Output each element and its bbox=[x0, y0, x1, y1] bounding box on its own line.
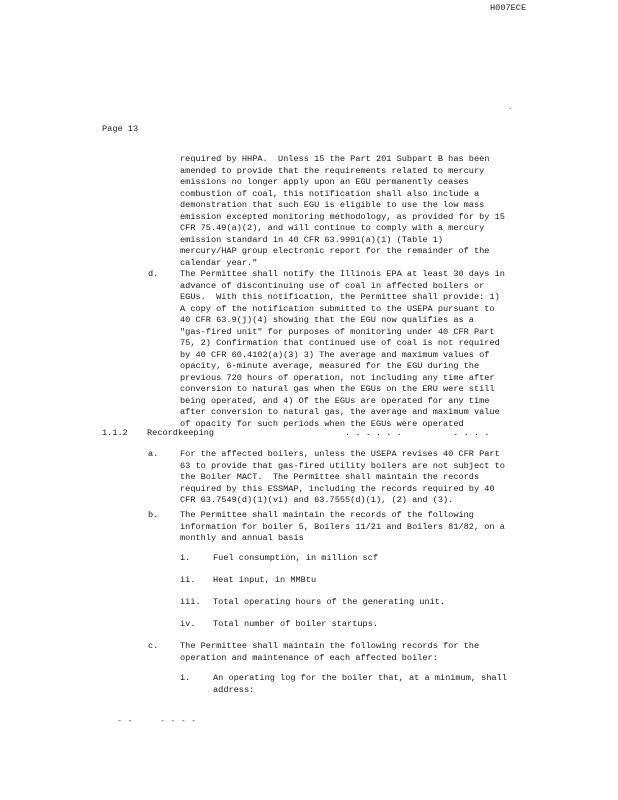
text-line: The Permittee shall maintain the following records for the bbox=[180, 641, 480, 651]
footer-mark-right: - - - - bbox=[160, 716, 197, 726]
item-a-paragraph bbox=[180, 449, 560, 507]
text-line: "gas-fired unit" for purposes of monitoring under 40 CFR Part bbox=[180, 326, 495, 337]
page-number: Page 13 bbox=[102, 124, 139, 134]
item-a-letter: a. bbox=[148, 449, 159, 459]
text-line: demonstration that such EGU is eligible to use the low mass bbox=[180, 200, 485, 210]
item-b-letter: b. bbox=[148, 510, 159, 520]
stray-mark: . bbox=[508, 104, 513, 112]
text-line: emission standard in 40 CFR 63.9991(a)(1) (Table 1) bbox=[180, 234, 444, 245]
text-line: For the affected boilers, unless the USEPA revises 40 CFR Part bbox=[180, 449, 500, 459]
text-line: after conversion to natural gas, the average and maximum value bbox=[180, 407, 500, 417]
text-line: of opacity for such periods when the EGUs were operated bbox=[180, 418, 464, 429]
text-line: combustion of coal, this notification shall also include a bbox=[180, 188, 480, 199]
subitem-text bbox=[213, 673, 563, 696]
subitem-number: iii. bbox=[180, 597, 201, 607]
text-line: required by HHPA. Unless 15 the Part 201 Subpart B has been bbox=[180, 154, 490, 164]
section-title: Recordkeeping bbox=[147, 428, 215, 438]
subitem-number: i. bbox=[180, 553, 191, 563]
text-line: information for boiler 5, Boilers 11/21 and Boilers 81/82, on a bbox=[180, 521, 505, 532]
text-line: emissions no longer apply upon an EGU permanently ceases bbox=[180, 177, 469, 187]
item-b-paragraph bbox=[180, 510, 560, 545]
subitem-text: Total operating hours of the generating unit. bbox=[213, 597, 446, 607]
text-line: amended to provide that the requirements related to mercury bbox=[180, 165, 485, 176]
text-line: The Permittee shall notify the Illinois EPA at least 30 days in bbox=[180, 269, 505, 279]
subitem-number: ii. bbox=[180, 575, 196, 585]
intro-paragraph bbox=[180, 154, 560, 269]
subitem-text: Fuel consumption, in million scf bbox=[213, 553, 379, 563]
section-dots: . . . . . . . . . . bbox=[345, 428, 490, 438]
text-line: operation and maintenance of each affected boiler: bbox=[180, 652, 438, 663]
text-line: opacity, 6-minute average, measured for the EGU during the bbox=[180, 361, 480, 371]
text-line: advance of discontinuing use of coal in affected boilers or bbox=[180, 280, 485, 291]
text-line: CFR 63.7549(d)(1)(vi) and 63.7555(d)(1), (2) and (3). bbox=[180, 495, 454, 505]
subitem-number: iv. bbox=[180, 619, 196, 629]
text-line: the Boiler MACT. The Permittee shall maintain the records bbox=[180, 472, 480, 482]
text-line: previous 720 hours of operation, not including any time after bbox=[180, 372, 495, 383]
text-line: The Permittee shall maintain the records of the following bbox=[180, 510, 474, 520]
text-line: being operated, and 4) Of the EGUs are operated for any time bbox=[180, 395, 490, 406]
subitem-text: Heat input, in MMBtu bbox=[213, 575, 317, 585]
document-id: H007ECE bbox=[490, 3, 527, 13]
text-line: required by this ESSMAP, including the records required by 40 bbox=[180, 483, 495, 494]
text-line: An operating log for the boiler that, at a minimum, shall bbox=[213, 673, 507, 683]
text-line: conversion to natural gas when the EGUs on the ERU were still bbox=[180, 384, 495, 394]
text-line: calendar year." bbox=[180, 257, 258, 268]
text-line: 40 CFR 63.9(j)(4) showing that the EGU now qualifies as a bbox=[180, 315, 474, 325]
text-line: A copy of the notification submitted to the USEPA pursuant to bbox=[180, 303, 495, 314]
text-line: 75, 2) Confirmation that continued use of coal is not required bbox=[180, 338, 500, 348]
section-number: 1.1.2 bbox=[102, 428, 128, 438]
text-line: emission excepted monitoring methodology, as provided for by 15 bbox=[180, 211, 505, 222]
text-line: CFR 75.49(a)(2), and will continue to comply with a mercury bbox=[180, 223, 485, 233]
item-c-letter: c. bbox=[148, 641, 159, 651]
text-line: mercury/HAP group electronic report for the remainder of the bbox=[180, 246, 490, 256]
item-d-letter: d. bbox=[148, 269, 159, 279]
item-c-paragraph bbox=[180, 641, 560, 664]
text-line: EGUs. With this notification, the Permittee shall provide: 1) bbox=[180, 292, 500, 302]
footer-mark-left: - - bbox=[117, 716, 133, 726]
subitem-text: Total number of boiler startups. bbox=[213, 619, 379, 629]
text-line: 63 to provide that gas-fired utility boilers are not subject to bbox=[180, 460, 505, 471]
text-line: address: bbox=[213, 684, 255, 695]
text-line: by 40 CFR 60.4102(a)(3) 3) The average and maximum values of bbox=[180, 349, 490, 360]
item-d-paragraph bbox=[180, 269, 560, 430]
text-line: monthly and annual basis bbox=[180, 533, 304, 543]
subitem-number: i. bbox=[180, 673, 191, 683]
